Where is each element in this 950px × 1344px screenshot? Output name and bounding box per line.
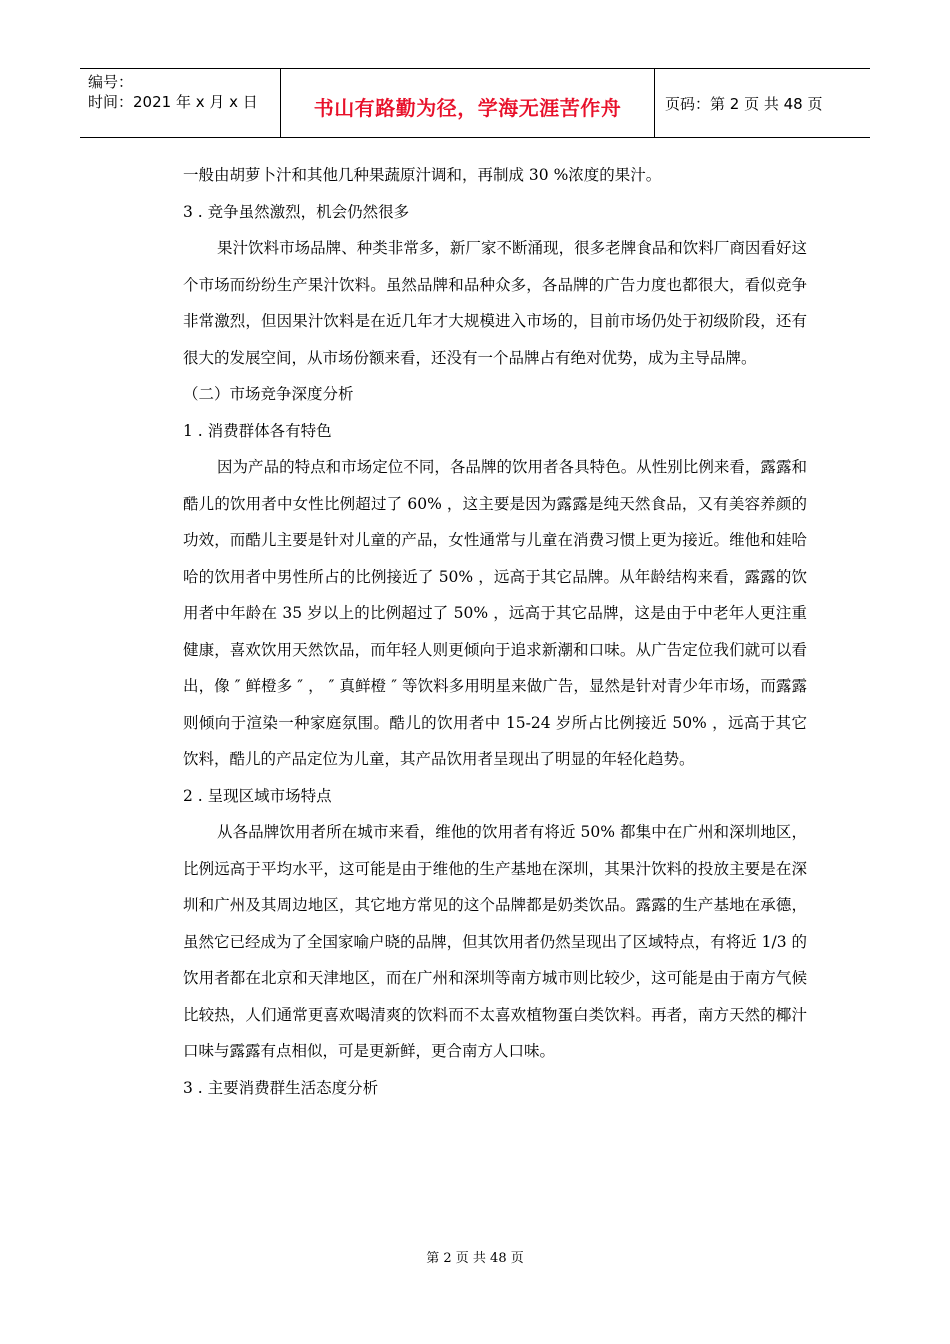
header-page-cell: [655, 69, 870, 137]
header-meta-cell: [80, 69, 280, 137]
section-heading: （二）市场竞争深度分析: [183, 385, 354, 403]
page-footer: 第 2 页 共 48 页: [426, 1251, 524, 1266]
document-body: [183, 157, 807, 1106]
subheading-regional: 2 . 呈现区域市场特点: [183, 786, 332, 805]
subheading-consumer-groups: 1 . 消费群体各有特色: [183, 421, 332, 440]
header-page-label: 页码：第 2 页 共 48 页: [665, 94, 823, 113]
paragraph-consumer-groups: 因为产品的特点和市场定位不同，各品牌的饮用者各具特色。从性别比例来看，露露和酷儿的饮用者中女性比例超过了 60% ，这主要是因为露露是纯天然食品，又有美容养颜的功效，而酷儿主要是针对儿童的产品，女性通常与儿童在消费习惯上更为接近。维他和娃哈哈的饮用者中男性所占的比例接近了 50% ，远高于其它品牌。从年龄结构来看，露露的饮用者中年龄在 35 岁以上的比例超过了 50% ，远高于其它品牌，这是由于中老年人更注重健康，喜欢饮用天然饮品，而年轻人则更倾向于追求新潮和口味。从广告定位我们就可以看出，像 ″ 鲜橙多 ″ ， ″ 真鲜橙 ″ 等饮料多用明星来做广告，显然是针对青少年市场，而露露则倾向于渲染一种家庭氛围。酷儿的饮用者中 15-24 岁所占比例接近 50% ，远高于其它饮料，酷儿的产品定位为儿童，其产品饮用者呈现出了明显的年轻化趋势。: [183, 458, 807, 768]
subheading-competition: 3 . 竞争虽然激烈，机会仍然很多: [183, 202, 410, 221]
paragraph-continued: 一般由胡萝卜汁和其他几种果蔬原汁调和，再制成 30 %浓度的果汁。: [183, 166, 662, 184]
date-label: 时间：2021 年 x 月 x 日: [88, 93, 258, 111]
header-motto-cell: [280, 69, 655, 137]
doc-number-label: 编号：: [88, 73, 134, 91]
header-motto: 书山有路勤为径，学海无涯苦作舟: [313, 95, 622, 120]
paragraph-competition: 果汁饮料市场品牌、种类非常多，新厂家不断涌现，很多老牌食品和饮料厂商因看好这个市场而纷纷生产果汁饮料。虽然品牌和品种众多，各品牌的广告力度也都很大，看似竞争非常激烈，但因果汁饮料是在近几年才大规模进入市场的，目前市场仍处于初级阶段，还有很大的发展空间，从市场份额来看，还没有一个品牌占有绝对优势，成为主导品牌。: [183, 239, 807, 367]
paragraph-regional: 从各品牌饮用者所在城市来看，维他的饮用者有将近 50% 都集中在广州和深圳地区，比例远高于平均水平，这可能是由于维他的生产基地在深圳，其果汁饮料的投放主要是在深圳和广州及其周边地区，其它地方常见的这个品牌都是奶类饮品。露露的生产基地在承德，虽然它已经成为了全国家喻户晓的品牌，但其饮用者仍然呈现出了区域特点，有将近 1/3 的饮用者都在北京和天津地区，而在广州和深圳等南方城市则比较少，这可能是由于南方气候比较热，人们通常更喜欢喝清爽的饮料而不太喜欢植物蛋白类饮料。再者，南方天然的椰汁口味与露露有点相似，可是更新鲜，更合南方人口味。: [183, 823, 807, 1060]
subheading-lifestyle: 3 . 主要消费群生活态度分析: [183, 1078, 379, 1097]
page-header: [80, 68, 870, 138]
